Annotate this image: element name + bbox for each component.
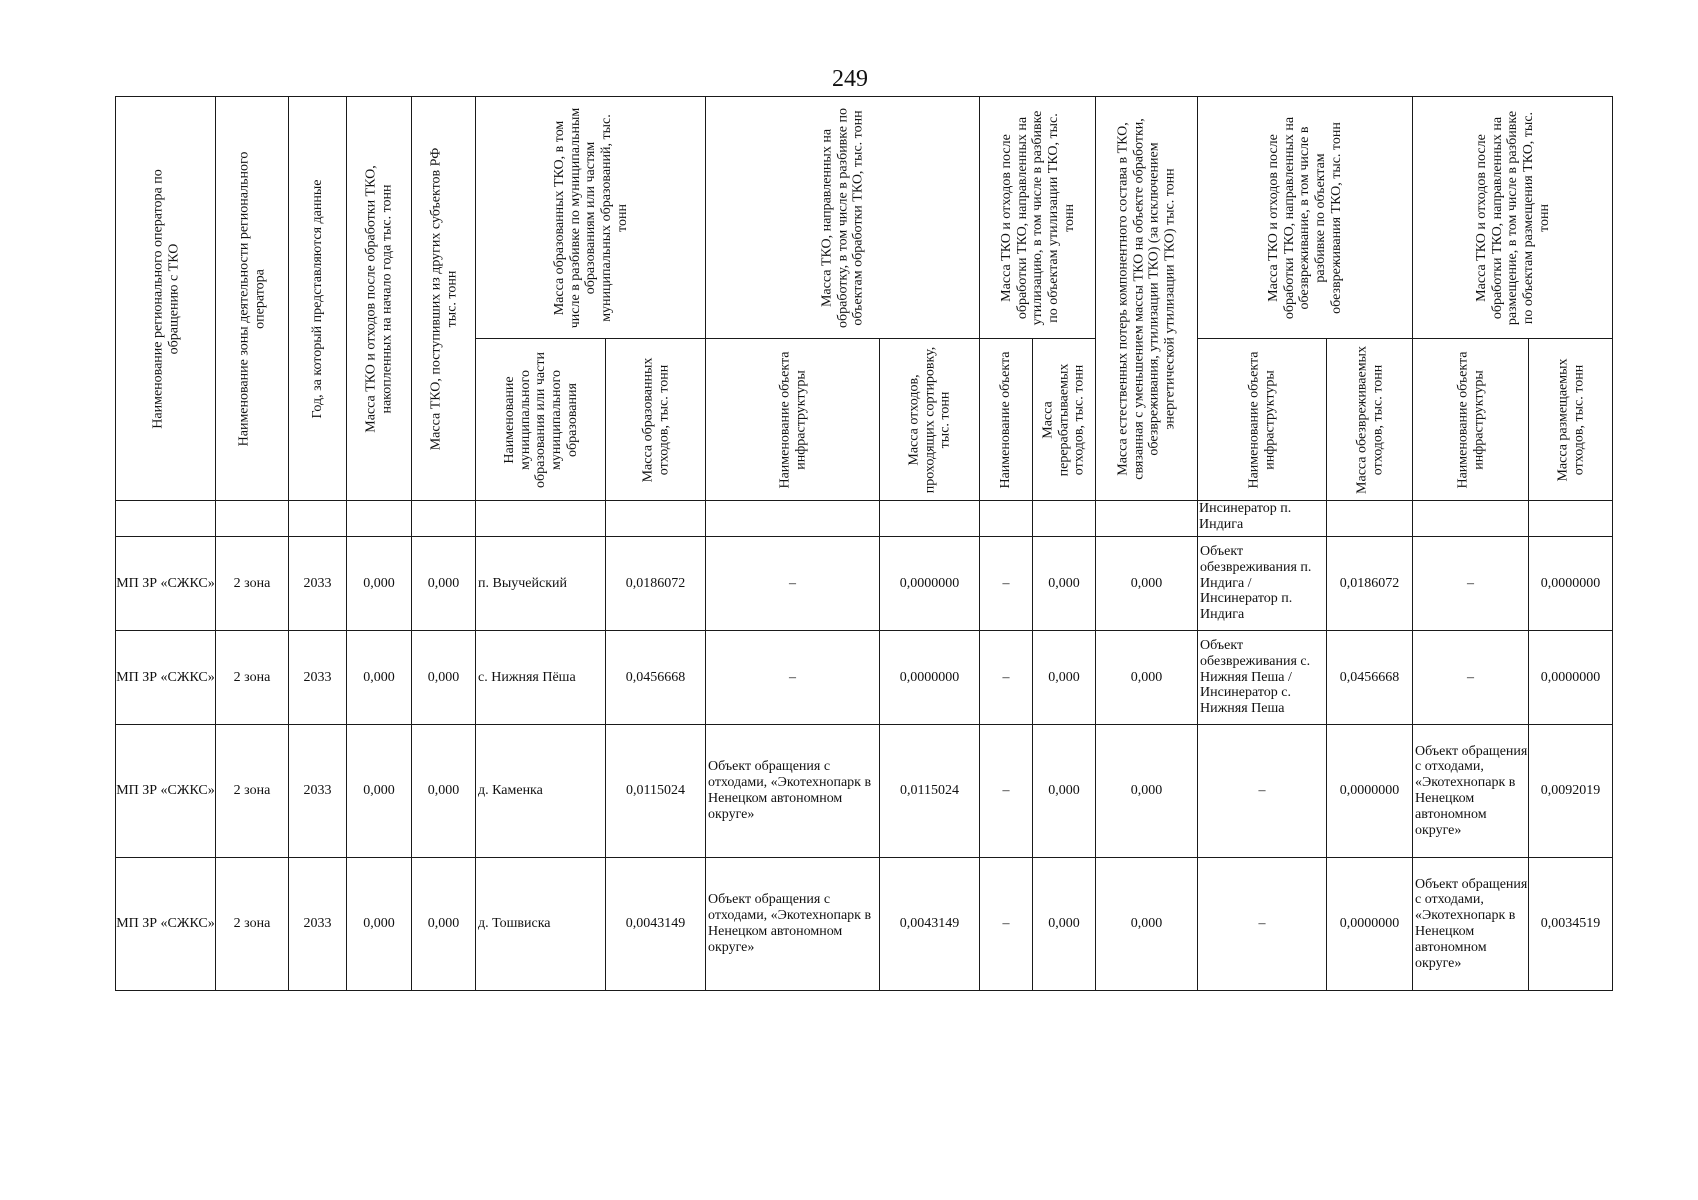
waste-table — [115, 96, 1613, 991]
table-row-continuation — [116, 501, 1613, 537]
subheader-generated-mass: Масса образованных отходов, тыс. тонн — [606, 339, 706, 501]
operator-cell: МП ЗР «СЖКС» — [116, 725, 216, 858]
subheader-neutralized-mass: Масса обезвреживаемых отходов, тыс. тонн — [1327, 339, 1413, 501]
year-cell: 2033 — [289, 537, 347, 631]
processing-object-cell: – — [706, 537, 880, 631]
neutralization-object-cell: – — [1198, 858, 1327, 991]
header-utilization-group: Масса ТКО и отходов после обработки ТКО, направленных на утилизацию, в том числе в разбивке по объектам утилизации ТКО, тыс. тонн — [980, 97, 1096, 339]
generated-cell: 0,0043149 — [606, 858, 706, 991]
page-number: 249 — [832, 66, 868, 92]
table-row — [116, 537, 1613, 631]
received-cell: 0,000 — [412, 858, 476, 991]
neutralization-object-cell: Объект обезвреживания п. Индига / Инсинератор п. Индига — [1198, 537, 1327, 631]
zone-cell: 2 зона — [216, 858, 289, 991]
neutralization-mass-cell: 0,0456668 — [1327, 631, 1413, 725]
header-zone: Наименование зоны деятельности регионального оператора — [216, 97, 289, 501]
accumulated-cell: 0,000 — [347, 537, 412, 631]
subheader-placement-infra: Наименование объекта инфраструктуры — [1413, 339, 1529, 501]
accumulated-cell: 0,000 — [347, 631, 412, 725]
placement-object-cell: Объект обращения с отходами, «Экотехнопарк в Ненецком автономном округе» — [1413, 858, 1529, 991]
neutralization-object-cell: Объект обезвреживания с. Нижняя Пеша / Инсинератор с. Нижняя Пеша — [1198, 631, 1327, 725]
neutralization-mass-cell: 0,0186072 — [1327, 537, 1413, 631]
placement-mass-cell: 0,0092019 — [1529, 725, 1613, 858]
neutralization-object-cell: Инсинератор п. Индига — [1198, 501, 1327, 537]
header-natural-loss: Масса естественных потерь компонентного состава в ТКО, связанная с уменьшением массы ТКО на объекте обработки, обезвреживания, утилизации ТКО) (за исключением энергетической утилизации ТКО) тыс. тонн — [1096, 97, 1198, 501]
placement-object-cell: – — [1413, 631, 1529, 725]
municipality-cell: п. Выучейский — [476, 537, 606, 631]
sorting-cell: 0,0000000 — [880, 631, 980, 725]
sorting-cell: 0,0043149 — [880, 858, 980, 991]
placement-object-cell: – — [1413, 537, 1529, 631]
header-processing-group: Масса ТКО, направленных на обработку, в том числе в разбивке по объектам обработки ТКО, тыс. тонн — [706, 97, 980, 339]
placement-object-cell: Объект обращения с отходами, «Экотехнопарк в Ненецком автономном округе» — [1413, 725, 1529, 858]
year-cell: 2033 — [289, 858, 347, 991]
utilization-mass-cell: 0,000 — [1033, 858, 1096, 991]
sorting-cell: 0,0000000 — [880, 537, 980, 631]
utilization-object-cell: – — [980, 631, 1033, 725]
placement-mass-cell: 0,0034519 — [1529, 858, 1613, 991]
received-cell: 0,000 — [412, 537, 476, 631]
utilization-object-cell: – — [980, 858, 1033, 991]
municipality-cell: д. Каменка — [476, 725, 606, 858]
processing-object-cell: Объект обращения с отходами, «Экотехнопарк в Ненецком автономном округе» — [706, 725, 880, 858]
header-neutralization-group: Масса ТКО и отходов после обработки ТКО, направленных на обезвреживание, в том числе в разбивке по объектам обезвреживания ТКО, тыс. тонн — [1198, 97, 1413, 339]
table-row — [116, 631, 1613, 725]
operator-cell: МП ЗР «СЖКС» — [116, 537, 216, 631]
header-accumulated: Масса ТКО и отходов после обработки ТКО, накопленных на начало года тыс. тонн — [347, 97, 412, 501]
natural-loss-cell: 0,000 — [1096, 537, 1198, 631]
utilization-mass-cell: 0,000 — [1033, 537, 1096, 631]
neutralization-object-cell: – — [1198, 725, 1327, 858]
accumulated-cell: 0,000 — [347, 858, 412, 991]
table-row — [116, 725, 1613, 858]
natural-loss-cell: 0,000 — [1096, 631, 1198, 725]
natural-loss-cell: 0,000 — [1096, 725, 1198, 858]
utilization-mass-cell: 0,000 — [1033, 631, 1096, 725]
subheader-neutralization-infra: Наименование объекта инфраструктуры — [1198, 339, 1327, 501]
table-row — [116, 858, 1613, 991]
generated-cell: 0,0115024 — [606, 725, 706, 858]
subheader-utilization-object: Наименование объекта — [980, 339, 1033, 501]
accumulated-cell: 0,000 — [347, 725, 412, 858]
header-generated-group: Масса образованных ТКО, в том числе в разбивке по муниципальным образованиям или частям муниципальных образований, тыс. тонн — [476, 97, 706, 339]
subheader-municipality-name: Наименование муниципального образования или части муниципального образования — [476, 339, 606, 501]
header-placement-group: Масса ТКО и отходов после обработки ТКО, направленных на размещение, в том числе в разбивке по объектам размещения ТКО, тыс. тонн — [1413, 97, 1613, 339]
subheader-sorting-mass: Масса отходов, проходящих сортировку, тыс. тонн — [880, 339, 980, 501]
header-received: Масса ТКО, поступивших из других субъектов РФ тыс. тонн — [412, 97, 476, 501]
generated-cell: 0,0456668 — [606, 631, 706, 725]
subheader-placed-mass: Масса размещаемых отходов, тыс. тонн — [1529, 339, 1613, 501]
sorting-cell: 0,0115024 — [880, 725, 980, 858]
municipality-cell: д. Тошвиска — [476, 858, 606, 991]
processing-object-cell: – — [706, 631, 880, 725]
zone-cell: 2 зона — [216, 537, 289, 631]
subheader-processed-mass: Масса перерабатываемых отходов, тыс. тонн — [1033, 339, 1096, 501]
received-cell: 0,000 — [412, 631, 476, 725]
operator-cell: МП ЗР «СЖКС» — [116, 858, 216, 991]
header-row-top — [116, 97, 1613, 339]
year-cell: 2033 — [289, 631, 347, 725]
operator-cell: МП ЗР «СЖКС» — [116, 631, 216, 725]
natural-loss-cell: 0,000 — [1096, 858, 1198, 991]
zone-cell: 2 зона — [216, 725, 289, 858]
received-cell: 0,000 — [412, 725, 476, 858]
utilization-object-cell: – — [980, 725, 1033, 858]
neutralization-mass-cell: 0,0000000 — [1327, 858, 1413, 991]
utilization-mass-cell: 0,000 — [1033, 725, 1096, 858]
neutralization-mass-cell: 0,0000000 — [1327, 725, 1413, 858]
subheader-processing-infra: Наименование объекта инфраструктуры — [706, 339, 880, 501]
municipality-cell: с. Нижняя Пёша — [476, 631, 606, 725]
zone-cell: 2 зона — [216, 631, 289, 725]
processing-object-cell: Объект обращения с отходами, «Экотехнопарк в Ненецком автономном округе» — [706, 858, 880, 991]
utilization-object-cell: – — [980, 537, 1033, 631]
generated-cell: 0,0186072 — [606, 537, 706, 631]
header-year: Год, за который представляются данные — [289, 97, 347, 501]
header-operator: Наименование регионального оператора по обращению с ТКО — [116, 97, 216, 501]
placement-mass-cell: 0,0000000 — [1529, 537, 1613, 631]
year-cell: 2033 — [289, 725, 347, 858]
placement-mass-cell: 0,0000000 — [1529, 631, 1613, 725]
